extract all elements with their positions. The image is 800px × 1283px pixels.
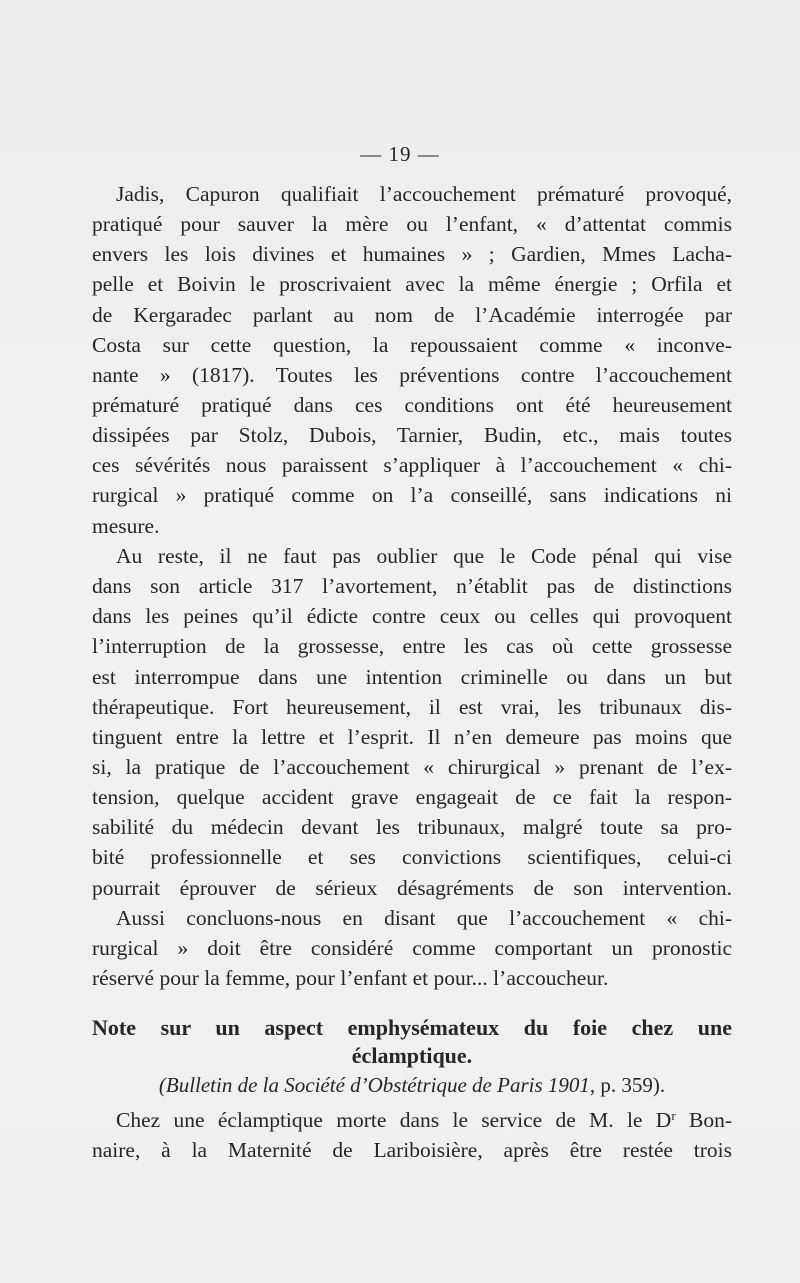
- text-line: dissipées par Stolz, Dubois, Tarnier, Budin, etc., mais toutes: [92, 423, 732, 448]
- text-line: thérapeutique. Fort heureusement, il est vrai, les tribunaux dis-: [92, 694, 732, 719]
- text-line: sabilité du médecin devant les tribunaux, malgré toute sa pro-: [92, 815, 732, 840]
- heading-line: éclamptique.: [351, 1043, 473, 1068]
- text-line: pratiqué pour sauver la mère ou l’enfant, « d’attentat commis: [92, 212, 732, 237]
- text-line: Au reste, il ne faut pas oublier que le Code pénal qui vise: [116, 544, 732, 568]
- paragraph-4: [92, 1105, 732, 1165]
- text-line: envers les lois divines et humaines » ; Gardien, Mmes Lacha-: [92, 242, 732, 267]
- text-line: naire, à la Maternité de Lariboisière, après être restée trois: [92, 1138, 732, 1163]
- citation: [92, 1070, 732, 1100]
- text-line: pourrait éprouver de sérieux désagréments de son intervention.: [92, 875, 732, 900]
- text-line: tension, quelque accident grave engageait de ce fait la respon-: [92, 785, 732, 810]
- text-line: l’interruption de la grossesse, entre les cas où cette grossesse: [92, 634, 732, 659]
- text-line: de Kergaradec parlant au nom de l’Académie interrogée par: [92, 302, 732, 327]
- text-fragment: Bon-: [675, 1108, 732, 1132]
- text-line: bité professionnelle et ses convictions scientifiques, celui-ci: [92, 845, 732, 870]
- paragraph-1: [92, 179, 732, 541]
- citation-page: p. 359).: [595, 1073, 666, 1097]
- citation-journal: (Bulletin de la Société d’Obstétrique de Paris 1901,: [158, 1073, 596, 1097]
- text-line: réservé pour la femme, pour l’enfant et pour... l’accoucheur.: [92, 966, 609, 991]
- text-line: Costa sur cette question, la repoussaient comme « inconve-: [92, 332, 732, 357]
- text-line: si, la pratique de l’accouchement « chirurgical » prenant de l’ex-: [92, 754, 732, 779]
- text-line: rurgical » pratiqué comme on l’a conseillé, sans indications ni: [92, 483, 732, 508]
- superscript: r: [671, 1108, 676, 1123]
- section-heading: [92, 1014, 732, 1070]
- text-fragment: Chez une éclamptique morte dans le service de M. le D: [116, 1108, 672, 1132]
- page-number: — 19 —: [360, 142, 440, 166]
- text-line: mesure.: [92, 513, 160, 538]
- text-line: tinguent entre la lettre et l’esprit. Il n’en demeure pas moins que: [92, 724, 732, 749]
- paragraph-3: [92, 903, 732, 993]
- text-line: ces sévérités nous paraissent s’appliquer à l’accouchement « chi-: [92, 453, 732, 478]
- paragraph-2: [92, 541, 732, 903]
- text-line: est interrompue dans une intention criminelle ou dans un but: [92, 664, 732, 689]
- text-line: Aussi concluons-nous en disant que l’accouchement « chi-: [116, 906, 732, 930]
- text-line: dans les peines qu’il édicte contre ceux ou celles qui provoquent: [92, 604, 732, 629]
- text-line: dans son article 317 l’avortement, n’établit pas de distinctions: [92, 574, 732, 599]
- text-line: pelle et Boivin le proscrivaient avec la même énergie ; Orfila et: [92, 272, 732, 297]
- text-line: Jadis, Capuron qualifiait l’accouchement prématuré provoqué,: [116, 182, 732, 206]
- heading-line: Note sur un aspect emphysémateux du foie chez une: [92, 1015, 732, 1040]
- text-line: prématuré pratiqué dans ces conditions ont été heureusement: [92, 392, 732, 417]
- text-line: [92, 1105, 732, 1135]
- text-line: rurgical » doit être considéré comme comportant un pronostic: [92, 936, 732, 961]
- text-line: nante » (1817). Toutes les préventions contre l’accouchement: [92, 362, 732, 387]
